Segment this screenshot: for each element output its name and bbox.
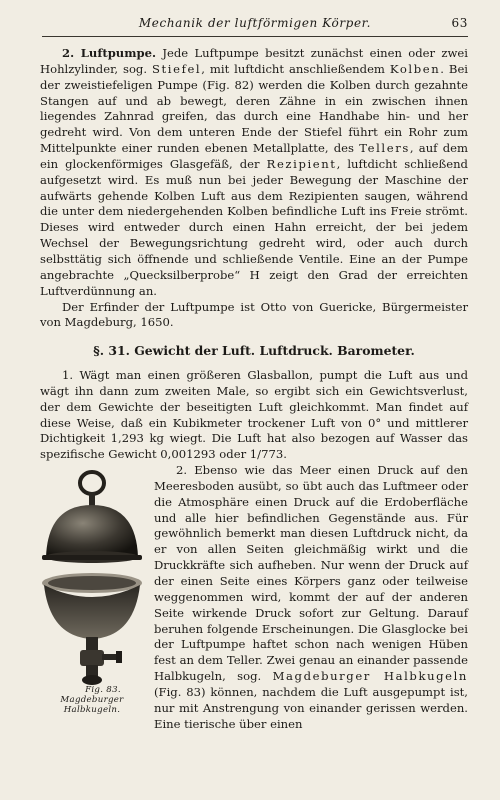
term-kolben: Kolben xyxy=(389,61,441,76)
page-header xyxy=(42,14,468,37)
section-title: Gewicht der Luft. Luftdruck. Barometer. xyxy=(134,343,415,359)
text-run: , mit luftdicht anschließendem xyxy=(201,61,390,76)
caption-line: Halbkugeln. xyxy=(63,705,121,716)
running-title: Mechanik der luftförmigen Körper. xyxy=(138,16,372,30)
text-run: , luftdicht schließend aufgesetzt wird. Es muß nun bei jeder Bewegung der Maschine der aufwärts gehende Kolben Luft aus dem Rezipienten saugen, während die unter dem niedergehenden Kolben befindliche Luft ins Freie strömt. Dieses wird entweder durch einen Hahn erreicht, der bei jedem Wechsel der Bewegungsrichtung gedreht wird, oder auch durch selbsttätig sich öffnende und schließende Ventile. Eine an der Pumpe angebrachte xyxy=(40,156,468,282)
text-run: 2. Ebenso wie das Meer einen Druck auf den Meeresboden ausübt, so übt auch das Luftmeer oder die Atmosphäre einen Druck auf die Erdoberfläche und alle hier befindlichen Gegenstände aus. Für gewöhnlich bemerkt man diesen Luftdruck nicht, da er von allen Seiten gleichmäßig wirkt und die Druckkräfte sich aufheben. Nur wenn der Druck auf der einen Seite eines Körpers ganz oder teilweise weggenommen wird, kommt der auf der anderen Seite wirkende Druck sofort zur Geltung. Darauf beruhen folgende Erscheinungen. Die Glasglocke bei der Luftpumpe haftet schon nach wenigen Hüben fest an dem Teller. Zwei genau an einander passende Halbkugeln, sog. xyxy=(154,463,468,684)
figure-caption xyxy=(36,685,148,715)
page-body xyxy=(40,46,468,732)
page-number: 63 xyxy=(451,16,468,30)
magdeburg-hemispheres-icon xyxy=(36,467,148,692)
term-rezipient: Rezipient xyxy=(266,156,337,171)
section-heading xyxy=(40,343,468,359)
text-run: . Bei der zweistiefeligen Pumpe (Fig. 82) werden die Kolben durch gezahnte Stangen auf und ab bewegt, deren Zähne in ein zwischen ihnen liegendes Zahnrad greifen, das durch eine Handhabe hin- und her gedreht wird. Von dem unteren Ende der Stiefel führt ein Rohr zum Mittelpunkte einer runden ebenen Metallplatte, des xyxy=(40,61,469,156)
term-stiefel: Stiefel xyxy=(152,61,202,76)
text-run: (Fig. 83) können, nachdem die Luft ausgepumpt ist, nur mit Anstrengung von einander gerissen werden. Eine tierische über einen xyxy=(154,684,468,731)
paragraph-luftpumpe xyxy=(40,46,468,300)
paragraph-luftdruck xyxy=(40,463,468,732)
paragraph-gewicht: 1. Wägt man einen größeren Glasballon, pumpt die Luft aus und wägt ihn dann zum zweiten Male, so ergibt sich ein Gewichtsverlust, der dem Gewichte der beseitigten Luft gleichkommt. Man findet auf diese Weise, daß ein Kubikmeter trockener Luft von 0° und mittlerer Dichtigkeit 1,293 kg wiegt. Die Luft hat also bezogen auf Wasser das spezifische Gewicht 0,001293 oder 1/773. xyxy=(40,368,468,462)
text-run: H zeigt den Grad der erreichten Luftverdünnung an. xyxy=(40,267,469,298)
text-run: , auf dem ein glockenförmiges Glasgefäß, der xyxy=(40,141,468,171)
figure-83 xyxy=(36,467,148,717)
caption-line: Fig. 83. Magdeburger xyxy=(60,685,124,706)
term-tellers: Tellers xyxy=(359,141,410,156)
text-run: Jede Luftpumpe besitzt zunächst einen oder zwei Hohlzylinder, sog. xyxy=(40,46,469,76)
term-magdeburger-halbkugeln: Magdeburger Halbkugeln xyxy=(272,669,468,684)
paragraph-lead: 2. Luftpumpe. xyxy=(62,46,157,60)
term-quecksilberprobe: „Quecksilberprobe“ xyxy=(123,267,241,282)
paragraph-guericke: Der Erfinder der Luftpumpe ist Otto von Guericke, Bürgermeister von Magdeburg, 1650. xyxy=(40,299,468,330)
section-number: §. 31. xyxy=(93,343,130,359)
